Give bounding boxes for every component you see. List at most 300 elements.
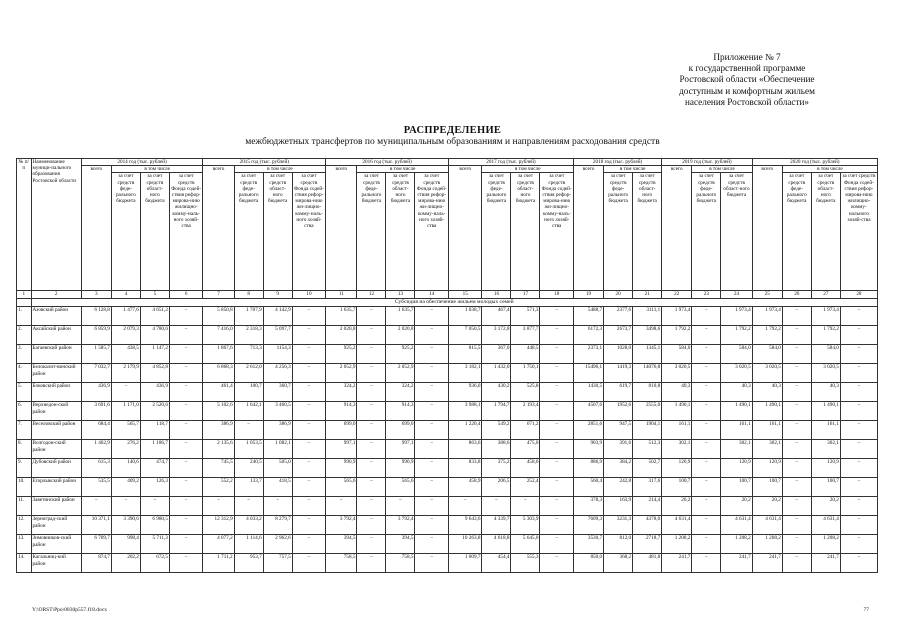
column-number: 6 <box>169 291 203 299</box>
value-cell: 161,1 <box>721 421 752 440</box>
header-including: в том числе <box>604 166 662 173</box>
value-cell: 3111,1 <box>633 307 662 326</box>
value-cell: 3 020,5 <box>662 364 692 383</box>
header-total: всего <box>752 166 782 291</box>
value-cell: 1419,3 <box>604 364 633 383</box>
value-cell: – <box>357 497 386 516</box>
value-cell: 758,5 <box>386 554 415 573</box>
column-number: 19 <box>573 291 603 299</box>
value-cell: – <box>292 383 326 402</box>
value-cell: – <box>169 402 203 421</box>
value-cell: 391,6 <box>604 440 633 459</box>
value-cell: 745,5 <box>203 459 234 478</box>
header-year: 2014 год (тыс. рублей) <box>81 159 203 166</box>
value-cell: – <box>540 497 574 516</box>
value-cell: 3530,7 <box>573 535 603 554</box>
value-cell: 4 256,3 <box>263 364 292 383</box>
value-cell: 812,0 <box>604 535 633 554</box>
column-number: 4 <box>111 291 140 299</box>
column-number: 22 <box>662 291 692 299</box>
value-cell: 4 651,2 <box>140 307 169 326</box>
value-cell: – <box>840 364 877 383</box>
value-cell: 4 142,9 <box>263 307 292 326</box>
value-cell: 448,5 <box>511 345 540 364</box>
value-cell: 2 318,3 <box>234 326 263 345</box>
header-source: за счет средств Фонда содей-ствия рефор-мирова-нию жи-лищно-комму-наль-ного хозяй-ства <box>415 173 449 291</box>
table-body <box>17 291 878 573</box>
value-cell: – <box>692 554 721 573</box>
value-cell: 241,7 <box>721 554 752 573</box>
row-number: 14. <box>17 554 32 573</box>
value-cell: 2373,1 <box>573 345 603 364</box>
header-including: в том числе <box>482 166 574 173</box>
header-source: за счет средств област-ного бюджета <box>263 173 292 291</box>
table-row <box>17 383 878 402</box>
value-cell: 3 020,5 <box>811 364 840 383</box>
value-cell: 118,7 <box>140 421 169 440</box>
value-cell: – <box>292 535 326 554</box>
header-source: за счет средств Фонда содей-ствия рефор-мирова-нию жи-лищно-комму-наль-ного хозяй-ства <box>292 173 326 291</box>
column-number: 2 <box>31 291 81 299</box>
header-source: за счет средств област-ного бюджета <box>633 173 662 291</box>
value-cell: – <box>540 478 574 497</box>
value-cell: 10 371,1 <box>81 516 111 535</box>
municipality-name: Белокалит-винский район <box>31 364 81 383</box>
value-cell: – <box>415 478 449 497</box>
municipality-name: Багаевский район <box>31 345 81 364</box>
value-cell: 384,2 <box>604 459 633 478</box>
value-cell: 1 082,1 <box>263 440 292 459</box>
header-including: в том числе <box>111 166 203 173</box>
value-cell: 3 460,5 <box>263 402 292 421</box>
municipality-name: Кагальниц-кий район <box>31 554 81 573</box>
value-cell: 2 520,6 <box>140 402 169 421</box>
municipality-name: Веселовский район <box>31 421 81 440</box>
value-cell: 2 193,4 <box>511 402 540 421</box>
value-cell: 810,8 <box>633 383 662 402</box>
value-cell: 1 053,5 <box>234 440 263 459</box>
value-cell: – <box>415 535 449 554</box>
value-cell: 1 792,2 <box>662 326 692 345</box>
section-label: Субсидия на обеспечение жильем молодых семей <box>31 299 878 307</box>
value-cell: – <box>782 402 811 421</box>
value-cell: 1 750,1 <box>511 364 540 383</box>
value-cell: 1 208,2 <box>752 535 782 554</box>
value-cell: – <box>234 497 263 516</box>
value-cell: 1 792,2 <box>721 326 752 345</box>
value-cell: 1 973,4 <box>662 307 692 326</box>
header-source: за счет средств област-ного бюджета <box>386 173 415 291</box>
value-cell: 4 618,8 <box>482 535 511 554</box>
value-cell: 4 780,6 <box>140 326 169 345</box>
value-cell: 5 711,3 <box>140 535 169 554</box>
table-row <box>17 516 878 535</box>
value-cell: – <box>357 535 386 554</box>
column-number: 15 <box>448 291 481 299</box>
value-cell: – <box>169 478 203 497</box>
value-cell: 15496,1 <box>573 364 603 383</box>
value-cell: 6 980,5 <box>140 516 169 535</box>
value-cell: – <box>357 345 386 364</box>
value-cell: – <box>292 554 326 573</box>
value-cell: 555,3 <box>511 554 540 573</box>
header-total: всего <box>326 166 357 291</box>
column-number: 23 <box>692 291 721 299</box>
value-cell: 100,7 <box>662 478 692 497</box>
column-number: 8 <box>234 291 263 299</box>
value-cell: 3 691,6 <box>81 402 111 421</box>
value-cell: 815,5 <box>448 345 481 364</box>
page-number: 77 <box>863 607 869 613</box>
table-row <box>17 440 878 459</box>
header-source: за счет средств Фонда содей-ствия рефор-мирова-нию жилищно-комму-наль-ного хозяй-ства <box>169 173 203 291</box>
value-cell: – <box>782 516 811 535</box>
table-row <box>17 421 878 440</box>
value-cell: 409,2 <box>111 478 140 497</box>
value-cell: 671,2 <box>511 421 540 440</box>
value-cell: 302,1 <box>811 440 840 459</box>
value-cell: 1 490,1 <box>662 402 692 421</box>
value-cell: 549,2 <box>482 421 511 440</box>
value-cell: 133,7 <box>234 478 263 497</box>
value-cell: 3231,3 <box>604 516 633 535</box>
value-cell: 565,6 <box>326 478 357 497</box>
value-cell: 502,7 <box>633 459 662 478</box>
value-cell: 757,5 <box>263 554 292 573</box>
value-cell: – <box>692 421 721 440</box>
value-cell: 481,8 <box>633 554 662 573</box>
value-cell: 1 171,0 <box>111 402 140 421</box>
header-including: в том числе <box>234 166 326 173</box>
header-source: за счет средств Фонда содей-ствия рефор-мирова-нию жи-лищно-комму-наль-ного хозяй-ства <box>540 173 574 291</box>
value-cell: 1 973,4 <box>752 307 782 326</box>
value-cell: – <box>540 345 574 364</box>
value-cell: 386,9 <box>263 421 292 440</box>
value-cell: 6 859,9 <box>81 326 111 345</box>
column-number: 7 <box>203 291 234 299</box>
header-total: всего <box>81 166 111 291</box>
municipality-name: Верхнедон-ской район <box>31 402 81 421</box>
value-cell: 535,5 <box>81 478 111 497</box>
value-cell: 758,5 <box>326 554 357 573</box>
value-cell: 40,3 <box>662 383 692 402</box>
value-cell: 1 208,2 <box>721 535 752 554</box>
value-cell: 1 707,9 <box>234 307 263 326</box>
value-cell: 1 635,7 <box>326 307 357 326</box>
value-cell: – <box>540 516 574 535</box>
appendix-line: Приложение № 7 <box>713 52 781 62</box>
value-cell: 40,3 <box>811 383 840 402</box>
value-cell: 3 792,4 <box>326 516 357 535</box>
value-cell: 997,1 <box>326 440 357 459</box>
value-cell: 126,3 <box>140 478 169 497</box>
value-cell: 1 642,1 <box>234 402 263 421</box>
appendix-note <box>647 52 847 108</box>
header-total: всего <box>573 166 603 291</box>
value-cell: – <box>386 497 415 516</box>
row-number: 10. <box>17 478 32 497</box>
value-cell: 100,7 <box>752 478 782 497</box>
row-number: 4. <box>17 364 32 383</box>
value-cell: – <box>415 326 449 345</box>
value-cell: – <box>782 478 811 497</box>
value-cell: 430,2 <box>482 383 511 402</box>
value-cell: – <box>692 535 721 554</box>
value-cell: – <box>782 535 811 554</box>
value-cell: – <box>840 497 877 516</box>
value-cell: 302,1 <box>662 440 692 459</box>
header-name: Наименование муници-пального образования Ростовской области <box>31 159 81 291</box>
value-cell: 467,4 <box>482 307 511 326</box>
row-number: 5. <box>17 383 32 402</box>
value-cell: 474,7 <box>140 459 169 478</box>
column-number: 18 <box>540 291 574 299</box>
value-cell: – <box>415 402 449 421</box>
value-cell: 903,9 <box>573 440 603 459</box>
value-cell: – <box>782 326 811 345</box>
value-cell: – <box>782 421 811 440</box>
table-row <box>17 497 878 516</box>
row-number: 8. <box>17 440 32 459</box>
value-cell: 998,4 <box>111 535 140 554</box>
value-cell: 1 711,2 <box>203 554 234 573</box>
column-number: 10 <box>292 291 326 299</box>
header-year: 2015 год (тыс. рублей) <box>203 159 326 166</box>
value-cell: 4378,0 <box>633 516 662 535</box>
value-cell: 206,5 <box>482 478 511 497</box>
value-cell: – <box>540 383 574 402</box>
value-cell: – <box>169 440 203 459</box>
row-number: 12. <box>17 516 32 535</box>
value-cell: 1 009,7 <box>448 554 481 573</box>
value-cell: 317,6 <box>633 478 662 497</box>
value-cell: 394,5 <box>386 535 415 554</box>
value-cell: – <box>840 307 877 326</box>
value-cell: 161,1 <box>662 421 692 440</box>
value-cell: – <box>169 497 203 516</box>
value-cell: 525,8 <box>511 383 540 402</box>
value-cell: 3 390,6 <box>111 516 140 535</box>
value-cell: – <box>782 307 811 326</box>
value-cell: 40,3 <box>721 383 752 402</box>
value-cell: – <box>540 440 574 459</box>
header-source: за счет средств феде-рального бюджета <box>604 173 633 291</box>
value-cell: 947,5 <box>604 421 633 440</box>
value-cell: – <box>482 497 511 516</box>
value-cell: – <box>782 345 811 364</box>
value-cell: – <box>169 554 203 573</box>
value-cell: 2718,7 <box>633 535 662 554</box>
header-total: всего <box>448 166 481 291</box>
header-source: за счет средств област-ного бюджета <box>811 173 840 291</box>
value-cell: 378,3 <box>573 497 603 516</box>
header-year: 2018 год (тыс. рублей) <box>573 159 661 166</box>
value-cell: 833,8 <box>448 459 481 478</box>
value-cell: 5488,7 <box>573 307 603 326</box>
column-number: 24 <box>721 291 752 299</box>
value-cell: 375,2 <box>482 459 511 478</box>
value-cell: 3 877,7 <box>511 326 540 345</box>
value-cell: 20,2 <box>752 497 782 516</box>
value-cell: – <box>140 497 169 516</box>
value-cell: – <box>292 364 326 383</box>
value-cell: 120,9 <box>721 459 752 478</box>
value-cell: 252,4 <box>511 478 540 497</box>
value-cell: 2 962,6 <box>263 535 292 554</box>
column-number: 26 <box>782 291 811 299</box>
column-number: 16 <box>482 291 511 299</box>
table-header <box>17 159 878 291</box>
value-cell: – <box>448 497 481 516</box>
header-year: 2020 год (тыс. рублей) <box>752 159 877 166</box>
municipality-name: Зерноград-ский район <box>31 516 81 535</box>
value-cell: 914,3 <box>326 402 357 421</box>
value-cell: 2 079,3 <box>111 326 140 345</box>
value-cell: 3 020,5 <box>721 364 752 383</box>
value-cell: – <box>782 383 811 402</box>
value-cell: 584,0 <box>811 345 840 364</box>
value-cell: 240,5 <box>234 459 263 478</box>
municipality-name: Дубовский район <box>31 459 81 478</box>
column-number: 25 <box>752 291 782 299</box>
value-cell: 418,5 <box>263 478 292 497</box>
value-cell: 161,1 <box>811 421 840 440</box>
value-cell: – <box>782 459 811 478</box>
value-cell: 3 172,8 <box>482 326 511 345</box>
value-cell: 100,7 <box>234 383 263 402</box>
header-source: за счет средств феде-рального бюджета <box>234 173 263 291</box>
column-number: 14 <box>415 291 449 299</box>
row-number: 3. <box>17 345 32 364</box>
column-number: 17 <box>511 291 540 299</box>
value-cell: 2 612,0 <box>234 364 263 383</box>
value-cell: 40,3 <box>752 383 782 402</box>
value-cell: 1 186,7 <box>140 440 169 459</box>
value-cell: 1952,6 <box>604 402 633 421</box>
value-cell: 120,9 <box>811 459 840 478</box>
value-cell: – <box>357 554 386 573</box>
value-cell: 1 208,2 <box>662 535 692 554</box>
value-cell: 5 645,0 <box>511 535 540 554</box>
value-cell: – <box>357 440 386 459</box>
value-cell: 100,7 <box>721 478 752 497</box>
column-number: 28 <box>840 291 877 299</box>
value-cell: 2851,6 <box>573 421 603 440</box>
column-number: 21 <box>633 291 662 299</box>
value-cell: 367,0 <box>482 345 511 364</box>
value-cell: 1 973,4 <box>721 307 752 326</box>
header-source: за счет средств област-ного бюджета <box>140 173 169 291</box>
value-cell: 2 179,9 <box>111 364 140 383</box>
value-cell: – <box>169 345 203 364</box>
value-cell: – <box>782 440 811 459</box>
value-cell: – <box>169 459 203 478</box>
value-cell: – <box>81 497 111 516</box>
value-cell: 1 792,2 <box>811 326 840 345</box>
header-source: за счет средств област-ного бюджета <box>511 173 540 291</box>
row-number: 11. <box>17 497 32 516</box>
value-cell: – <box>292 478 326 497</box>
header-source: за счет средств област-ного бюджета <box>721 173 752 291</box>
value-cell: 241,7 <box>811 554 840 573</box>
column-number: 1 <box>17 291 32 299</box>
value-cell: – <box>169 535 203 554</box>
table-row <box>17 478 878 497</box>
value-cell: 6 868,3 <box>203 364 234 383</box>
value-cell: 1430,5 <box>573 383 603 402</box>
column-number: 27 <box>811 291 840 299</box>
value-cell: 565,6 <box>386 478 415 497</box>
value-cell: – <box>840 421 877 440</box>
value-cell: 4 631,4 <box>811 516 840 535</box>
value-cell: 619,7 <box>604 383 633 402</box>
section-empty <box>17 299 32 307</box>
value-cell: – <box>692 497 721 516</box>
header-source: за счет средств феде-рального бюджета <box>782 173 811 291</box>
value-cell: 5 102,6 <box>203 402 234 421</box>
value-cell: 1 220,4 <box>448 421 481 440</box>
value-cell: 990,9 <box>326 459 357 478</box>
header-source: за счет средств феде-рального бюджета <box>357 173 386 291</box>
value-cell: 458,9 <box>448 478 481 497</box>
value-cell: 2 020,8 <box>386 326 415 345</box>
value-cell: – <box>111 497 140 516</box>
value-cell: 4 033,2 <box>234 516 263 535</box>
municipality-name: Аксайский район <box>31 326 81 345</box>
value-cell: – <box>692 459 721 478</box>
value-cell: 7 050,5 <box>448 326 481 345</box>
value-cell: 242,8 <box>604 478 633 497</box>
value-cell: 324,2 <box>326 383 357 402</box>
value-cell: 163,9 <box>604 497 633 516</box>
column-number: 13 <box>386 291 415 299</box>
value-cell: 1028,0 <box>604 345 633 364</box>
value-cell: – <box>782 554 811 573</box>
value-cell: 14076,8 <box>633 364 662 383</box>
value-cell: 1 147,2 <box>140 345 169 364</box>
value-cell: 1154,3 <box>263 345 292 364</box>
value-cell: 4 631,4 <box>662 516 692 535</box>
value-cell: – <box>357 478 386 497</box>
value-cell: – <box>415 345 449 364</box>
value-cell: 4507,6 <box>573 402 603 421</box>
municipality-name: Зимовников-ский район <box>31 535 81 554</box>
value-cell: 388,6 <box>482 440 511 459</box>
value-cell: – <box>292 402 326 421</box>
value-cell: 475,0 <box>511 440 540 459</box>
value-cell: – <box>540 554 574 573</box>
value-cell: – <box>415 383 449 402</box>
value-cell: – <box>692 516 721 535</box>
value-cell: 953,7 <box>234 554 263 573</box>
value-cell: 8 279,7 <box>263 516 292 535</box>
value-cell: 140,6 <box>111 459 140 478</box>
value-cell: 584,0 <box>752 345 782 364</box>
value-cell: – <box>357 516 386 535</box>
value-cell: – <box>292 440 326 459</box>
value-cell: – <box>292 459 326 478</box>
header-including: в том числе <box>692 166 752 173</box>
value-cell: – <box>540 326 574 345</box>
value-cell: 1 635,7 <box>386 307 415 326</box>
value-cell: – <box>292 516 326 535</box>
value-cell: 584,0 <box>662 345 692 364</box>
value-cell: 2 052,9 <box>326 364 357 383</box>
value-cell: – <box>782 497 811 516</box>
value-cell: – <box>415 459 449 478</box>
table-row <box>17 307 878 326</box>
header-including: в том числе <box>782 166 877 173</box>
